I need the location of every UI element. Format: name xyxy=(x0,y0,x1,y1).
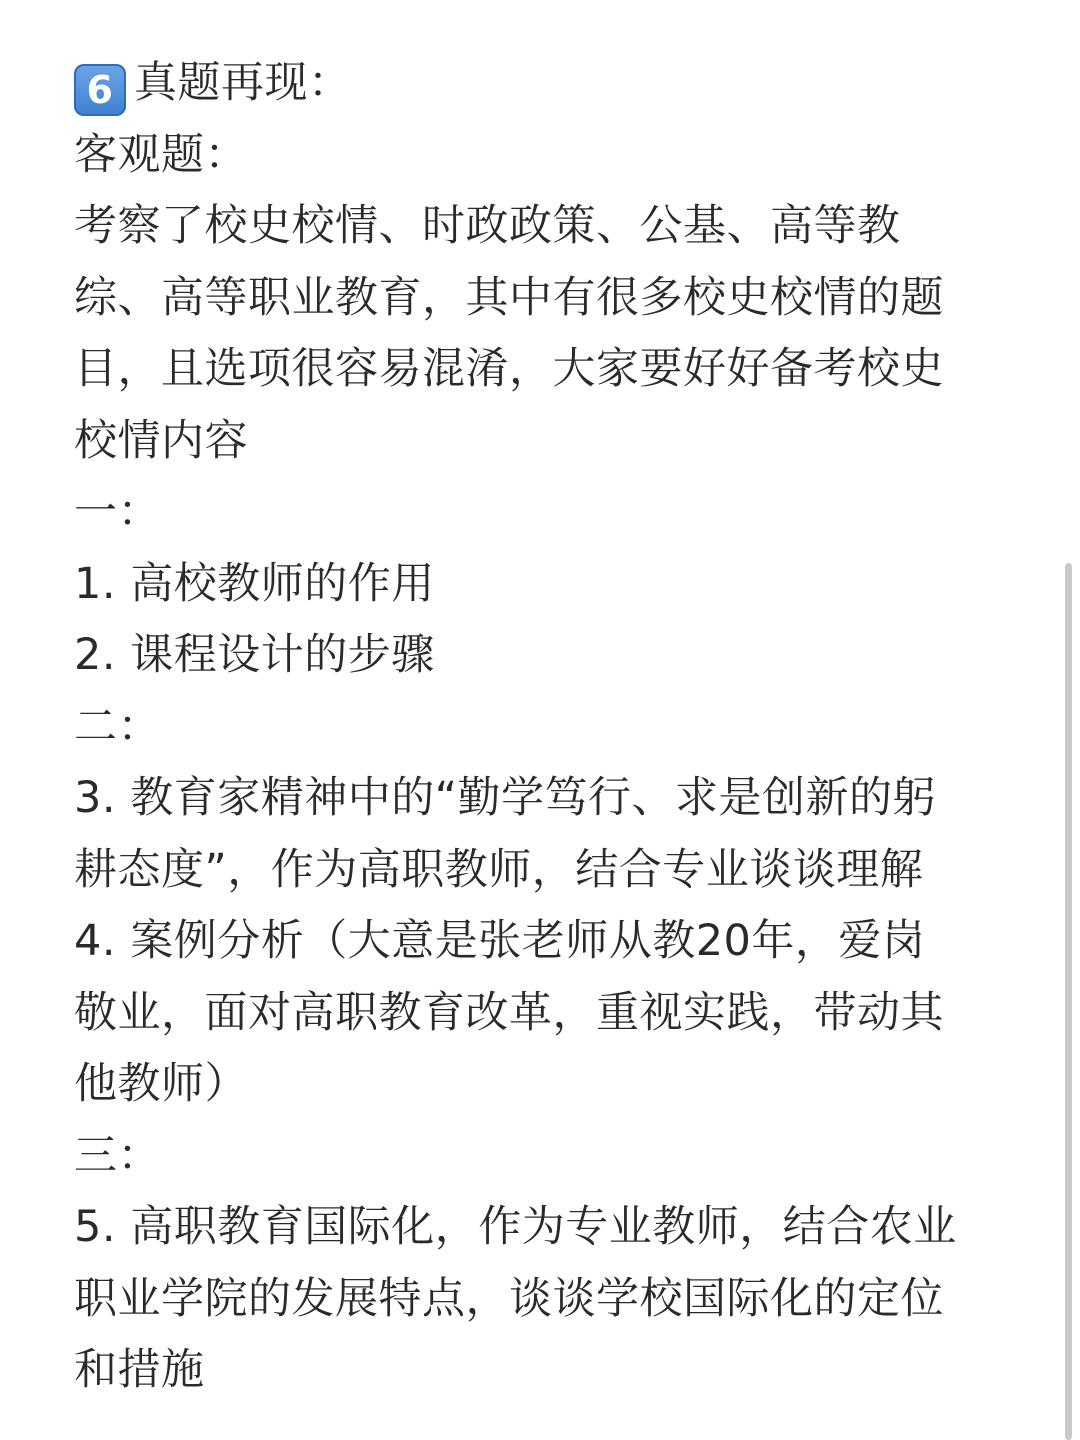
objective-text-line-2: 综、高等职业教育，其中有很多校史校情的题 xyxy=(74,272,944,323)
part-one-label: 一： xyxy=(74,487,161,537)
question-2: 2. 课程设计的步骤 xyxy=(74,630,435,680)
objective-text-line-4: 校情内容 xyxy=(74,415,248,466)
objective-text-line-1: 考察了校史校情、时政政策、公基、高等教 xyxy=(74,201,901,251)
section-title-text: 真题再现： xyxy=(134,58,352,108)
question-4-line-3: 他教师） xyxy=(74,1059,248,1109)
question-4-line-2: 敬业，面对高职教育改革，重视实践，带动其 xyxy=(74,987,944,1038)
keycap-six-icon: 6 xyxy=(74,64,126,116)
part-three-label: 三： xyxy=(74,1130,161,1181)
question-1: 1. 高校教师的作用 xyxy=(74,558,435,609)
section-title xyxy=(74,48,1014,120)
objective-text-line-3: 目，且选项很容易混淆，大家要好好备考校史 xyxy=(74,344,944,394)
objective-label: 客观题： xyxy=(74,129,248,180)
question-5-line-2: 职业学院的发展特点，谈谈学校国际化的定位 xyxy=(74,1273,944,1324)
question-3-line-1: 3. 教育家精神中的“勤学笃行、求是创新的躬 xyxy=(74,773,936,823)
part-two-label: 二： xyxy=(74,701,161,752)
question-3-line-2: 耕态度”，作为高职教师，结合专业谈谈理解 xyxy=(74,844,924,895)
vertical-scrollbar[interactable] xyxy=(1065,563,1072,1440)
note-content xyxy=(74,48,1014,1407)
question-5-line-3: 和措施 xyxy=(74,1345,205,1395)
question-5-line-1: 5. 高职教育国际化，作为专业教师，结合农业 xyxy=(74,1202,957,1252)
question-4-line-1: 4. 案例分析（大意是张老师从教20年，爱岗 xyxy=(74,916,926,966)
